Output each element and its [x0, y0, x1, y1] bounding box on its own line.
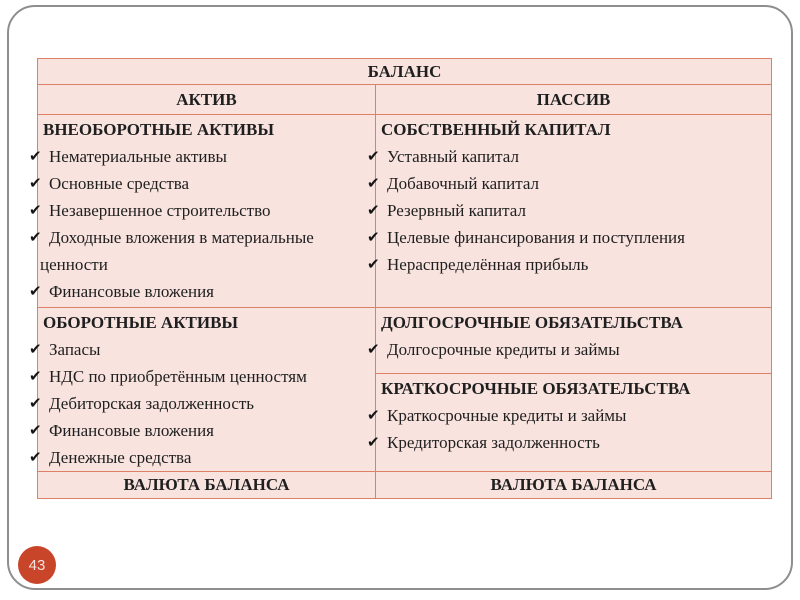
balance-table [29, 58, 772, 499]
item-text: Кредиторская задолженность [387, 433, 600, 452]
item-text: Нераспределённая прибыль [387, 255, 589, 274]
list-item [29, 278, 375, 305]
check-icon: ✔ [29, 421, 42, 439]
section-kratkosrochnye-obyazatelstva [367, 373, 771, 470]
item-text: Добавочный капитал [387, 174, 540, 193]
footer-cell-aktiv: ВАЛЮТА БАЛАНСА [38, 472, 376, 498]
check-icon: ✔ [367, 340, 380, 358]
table-title: БАЛАНС [38, 59, 771, 85]
section-oborotnye-aktivy [29, 307, 375, 471]
check-icon: ✔ [29, 448, 42, 466]
item-text: Основные средства [49, 174, 190, 193]
column-aktiv [29, 115, 376, 471]
section-vneoborotnye-aktivy [29, 115, 375, 307]
section-dolgosrochnye-obyazatelstva [367, 307, 771, 373]
list-item [367, 143, 771, 170]
item-text: Запасы [49, 340, 101, 359]
item-text: Финансовые вложения [49, 282, 215, 301]
list-item [367, 429, 771, 456]
section-sobstvennyj-kapital [367, 115, 771, 307]
item-text: Финансовые вложения [49, 421, 215, 440]
page-number: 43 [28, 556, 46, 574]
check-icon: ✔ [367, 255, 380, 273]
check-icon: ✔ [29, 282, 42, 300]
column-passiv [367, 115, 771, 471]
item-text: Резервный капитал [387, 201, 526, 220]
check-icon: ✔ [29, 174, 42, 192]
item-text: Нематериальные активы [49, 147, 227, 166]
list-item [29, 143, 375, 170]
column-headers-row [38, 85, 771, 115]
section-title: КРАТКОСРОЧНЫЕ ОБЯЗАТЕЛЬСТВА [381, 379, 691, 398]
list-item [367, 197, 771, 224]
list-item [29, 170, 375, 197]
item-text: Краткосрочные кредиты и займы [387, 406, 627, 425]
list-item [29, 336, 375, 363]
column-header-aktiv: АКТИВ [38, 85, 376, 114]
section-title: ОБОРОТНЫЕ АКТИВЫ [43, 313, 239, 332]
list-item [29, 390, 375, 417]
list-item [367, 402, 771, 429]
section-title: ДОЛГОСРОЧНЫЕ ОБЯЗАТЕЛЬСТВА [381, 313, 683, 332]
item-text: Целевые финансирования и поступления [387, 228, 685, 247]
item-text: Доходные вложения в материальные ценности [40, 228, 314, 274]
list-item [29, 197, 375, 224]
check-icon: ✔ [367, 147, 380, 165]
list-item [367, 336, 771, 363]
list-item [29, 444, 375, 471]
list-item [29, 363, 375, 390]
list-item [367, 224, 771, 251]
list-item [29, 417, 375, 444]
check-icon: ✔ [367, 174, 380, 192]
footer-row [38, 472, 771, 498]
item-text: НДС по приобретённым ценностям [49, 367, 307, 386]
section-title: ВНЕОБОРОТНЫЕ АКТИВЫ [43, 120, 275, 139]
check-icon: ✔ [367, 201, 380, 219]
item-text: Дебиторская задолженность [49, 394, 255, 413]
check-icon: ✔ [367, 406, 380, 424]
section-title: СОБСТВЕННЫЙ КАПИТАЛ [381, 120, 611, 139]
item-text: Незавершенное строительство [49, 201, 271, 220]
page-number-badge [18, 546, 56, 584]
item-text: Долгосрочные кредиты и займы [387, 340, 620, 359]
footer-cell-passiv: ВАЛЮТА БАЛАНСА [490, 475, 657, 494]
check-icon: ✔ [29, 147, 42, 165]
list-item [367, 170, 771, 197]
list-item [367, 251, 771, 278]
check-icon: ✔ [29, 201, 42, 219]
item-text: Денежные средства [49, 448, 192, 467]
check-icon: ✔ [29, 340, 42, 358]
check-icon: ✔ [29, 394, 42, 412]
check-icon: ✔ [29, 367, 42, 385]
check-icon: ✔ [29, 228, 42, 246]
check-icon: ✔ [367, 433, 380, 451]
list-item [29, 224, 375, 278]
item-text: Уставный капитал [387, 147, 519, 166]
check-icon: ✔ [367, 228, 380, 246]
column-header-passiv: ПАССИВ [536, 90, 611, 109]
table-body [29, 115, 771, 472]
